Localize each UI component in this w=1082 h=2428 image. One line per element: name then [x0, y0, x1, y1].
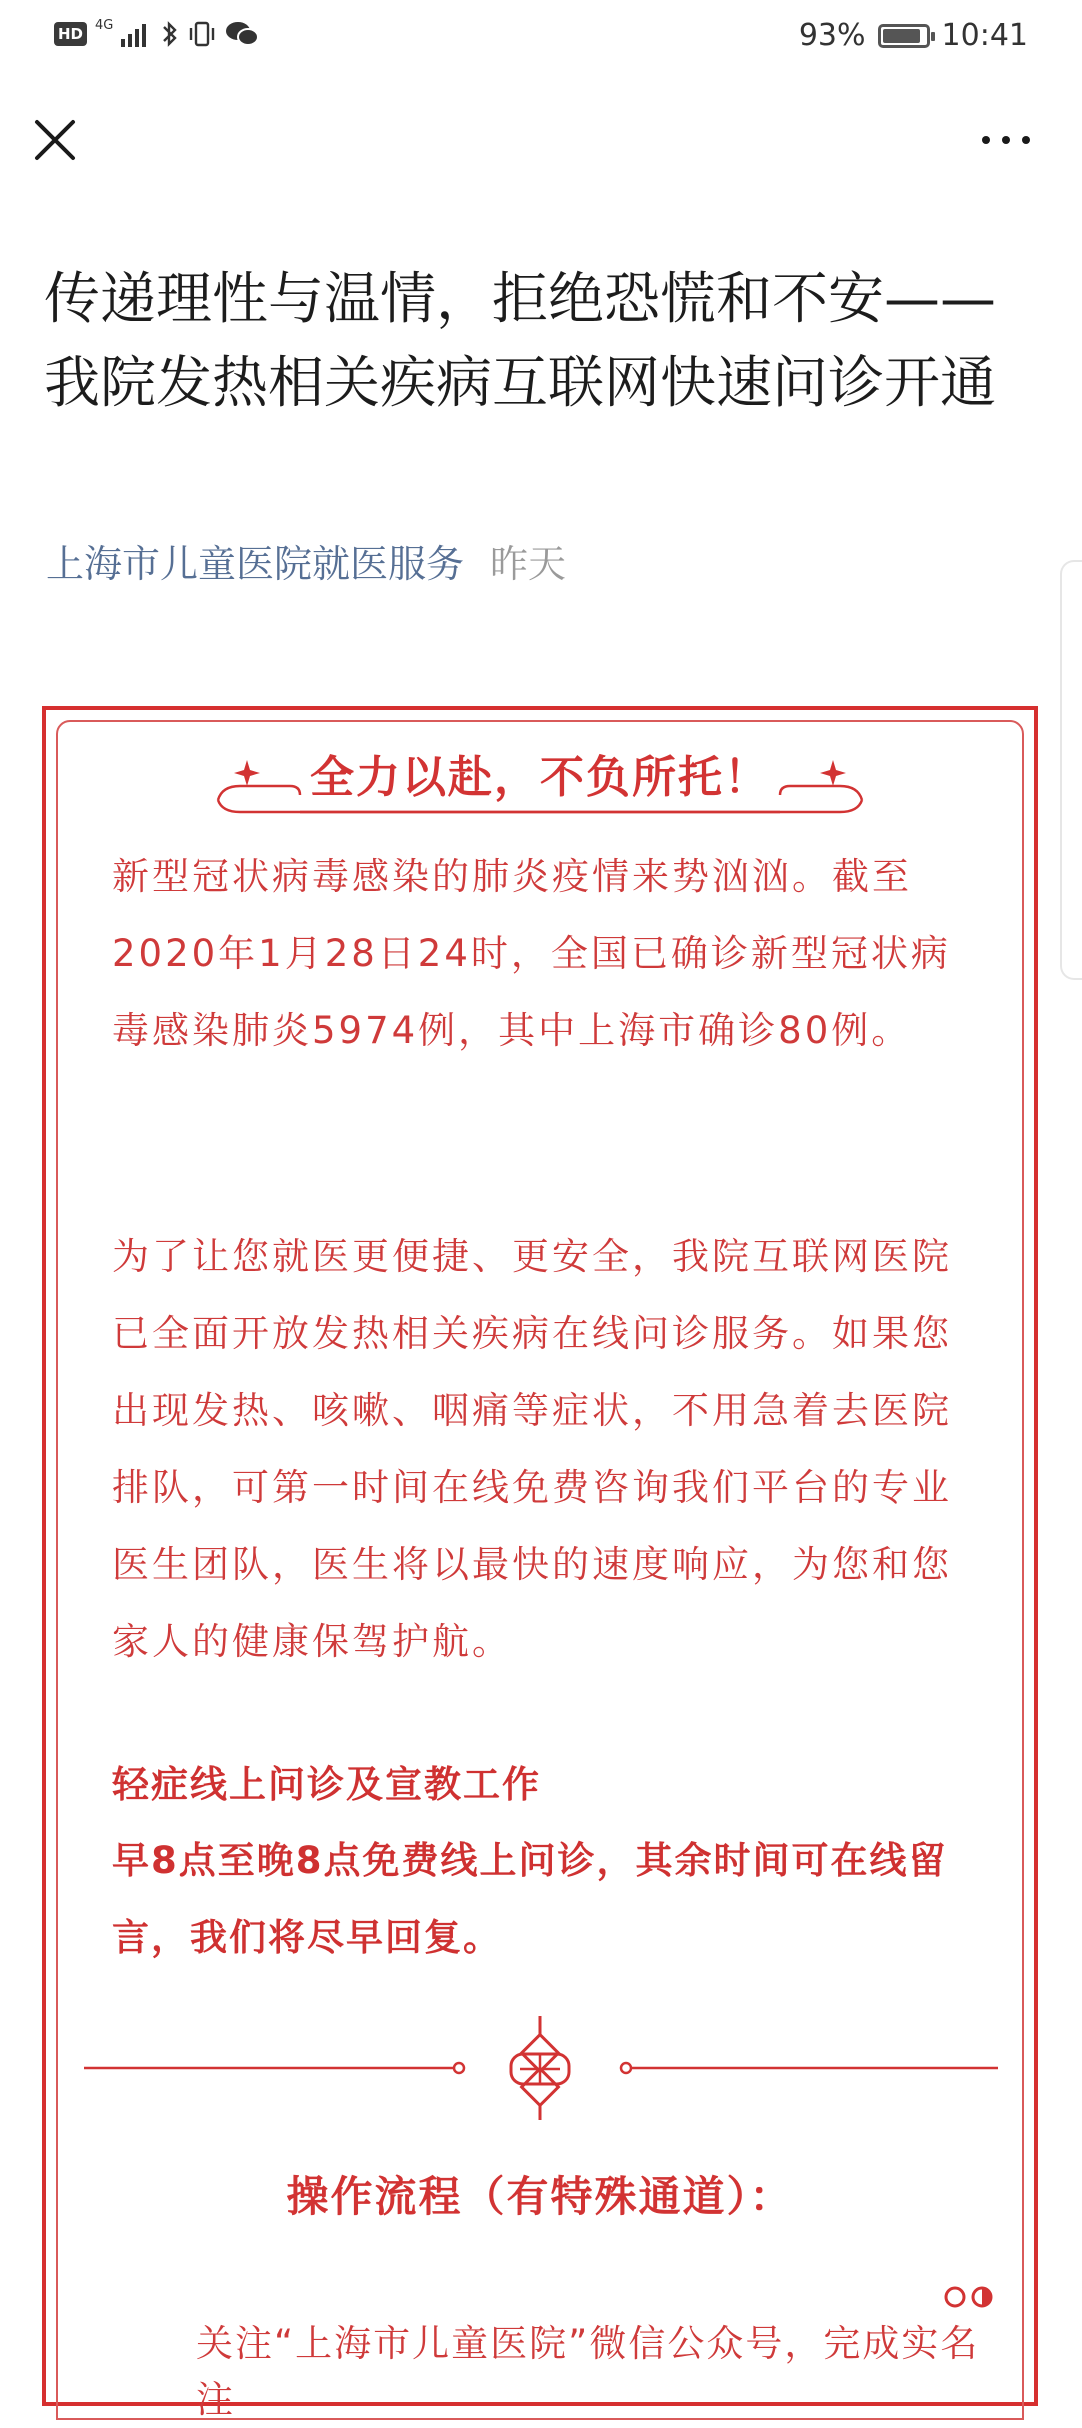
process-step-text: 关注“上海市儿童医院”微信公众号，完成实名注	[196, 2322, 980, 2421]
paragraph-service: 为了让您就医更便捷、更安全，我院互联网医院已全面开放发热相关疾病在线问诊服务。如果您出现发热、咳嗽、咽痛等症状，不用急着去医院排队，可第一时间在线免费咨询我们平台的专业医生团队，医生将以最快的速度响应，为您和您家人的健康保驾护航。	[112, 1235, 952, 1663]
process-section-title: 操作流程（有特殊通道）：	[286, 2172, 794, 2221]
paragraph-epidemic: 新型冠状病毒感染的肺炎疫情来势汹汹。截至2020年1月28日24时，全国已确诊新型冠状病毒感染肺炎5974例，其中上海市确诊80例。	[112, 855, 951, 1052]
hd-badge: HD	[54, 22, 87, 46]
clock: 10:41	[941, 18, 1028, 53]
card-heading: 全力以赴，不负所托！	[310, 752, 770, 803]
account-name-link[interactable]: 上海市儿童医院就医服务	[46, 542, 465, 586]
chinese-knot-divider-icon	[84, 2016, 998, 2120]
rings-ornament-icon	[940, 2282, 1000, 2312]
network-type: 4G	[95, 18, 114, 33]
battery-percent: 93%	[798, 18, 866, 53]
service-hours-text: 早8点至晚8点免费线上问诊，其余时间可在线留言，我们将尽早回复。	[112, 1839, 948, 1959]
mild-case-heading: 轻症线上问诊及宣教工作	[112, 1763, 541, 1806]
publish-date: 昨天	[490, 542, 567, 586]
article-title: 传递理性与温情，拒绝恐慌和不安——我院发热相关疾病互联网快速问诊开通	[44, 267, 996, 416]
